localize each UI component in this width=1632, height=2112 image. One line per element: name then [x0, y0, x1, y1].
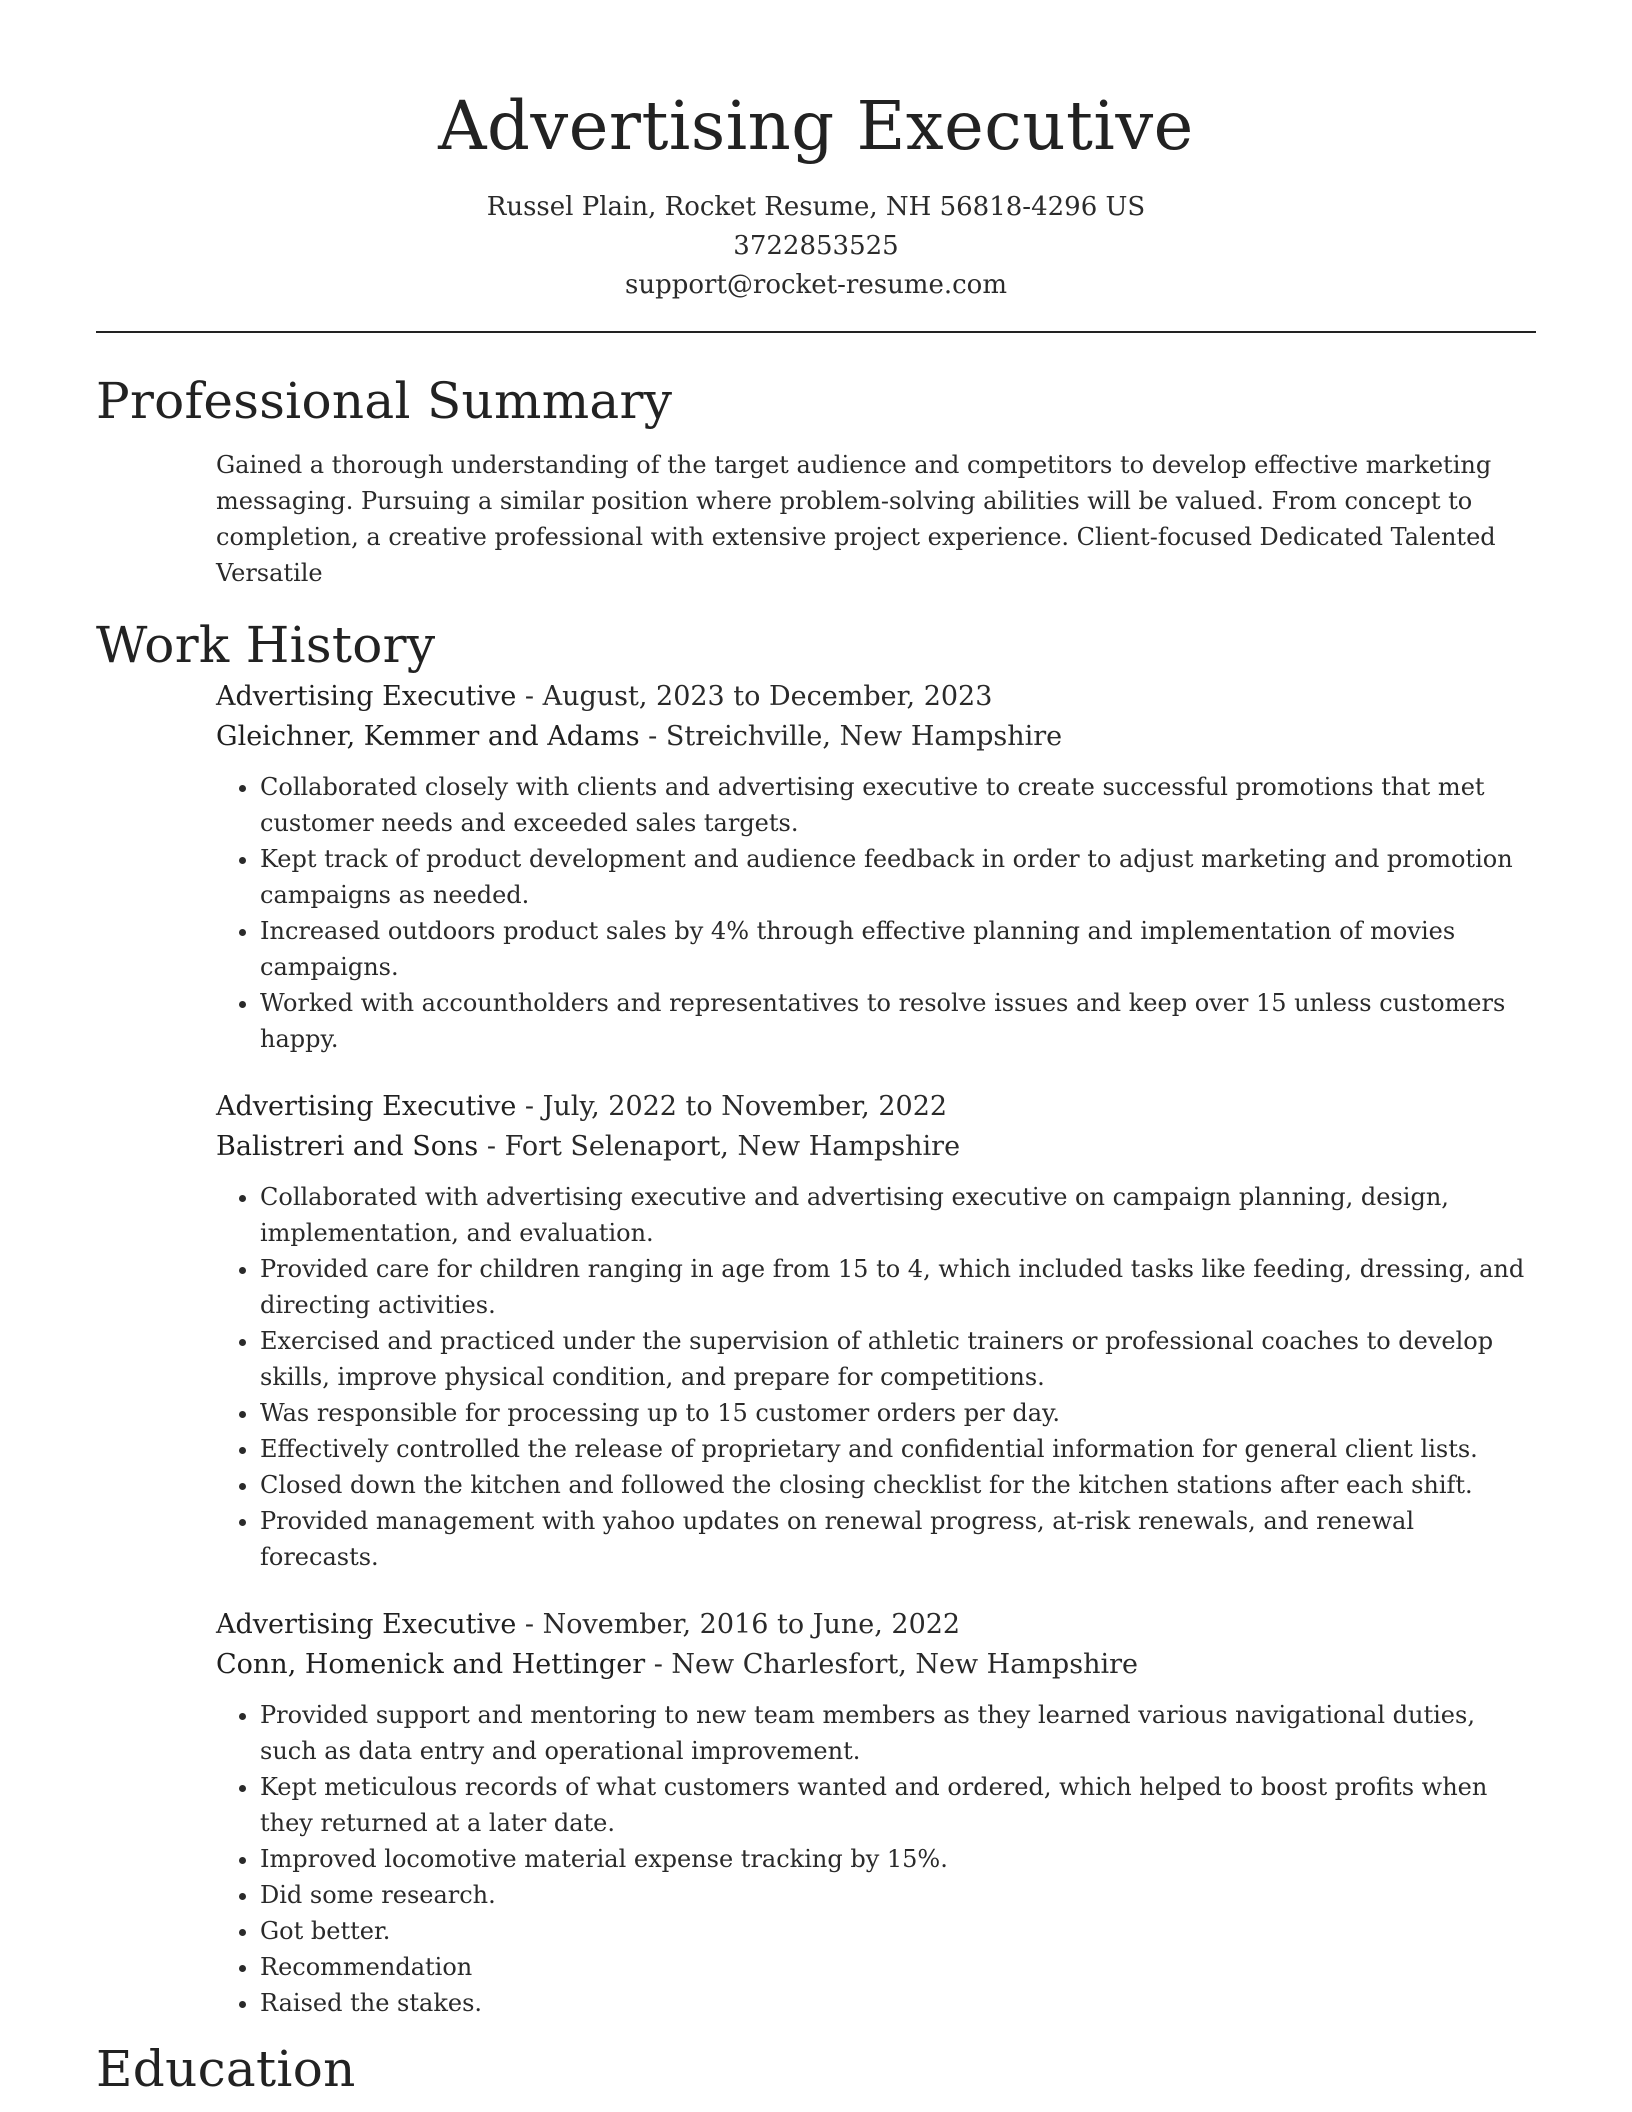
- job-bullet: • Exercised and practiced under the supervision of athletic trainers or professional coaches to develop skills, improve physical condition, and prepare for competitions.: [260, 1323, 1536, 1395]
- job-title-line: [216, 677, 1536, 717]
- job-location: - Streichville, New Hampshire: [639, 721, 1063, 752]
- contact-email: support@rocket-resume.com: [624, 270, 1007, 300]
- job-bullet-list: [216, 1697, 1536, 2021]
- job-company-line: [216, 717, 1536, 757]
- resume-header: [96, 0, 1536, 305]
- job-location: - New Charlesfort, New Hampshire: [645, 1649, 1138, 1680]
- job-bullet: • Provided management with yahoo updates on renewal progress, at-risk renewals, and renewal forecasts.: [260, 1503, 1536, 1575]
- job-bullet: • Closed down the kitchen and followed the closing checklist for the kitchen stations after each shift.: [260, 1467, 1536, 1503]
- job-company: Balistreri and Sons: [216, 1131, 479, 1162]
- job-dates: - August, 2023 to December, 2023: [516, 681, 993, 712]
- job-bullet: • Collaborated with advertising executive and advertising executive on campaign planning, design, implementation, and evaluation.: [260, 1179, 1536, 1251]
- contact-phone: 3722853525: [733, 231, 899, 261]
- job-bullet: • Kept meticulous records of what customers wanted and ordered, which helped to boost profits when they returned at a later date.: [260, 1769, 1536, 1841]
- contact-address: Russel Plain, Rocket Resume, NH 56818-4296 US: [486, 192, 1146, 222]
- job-company: Gleichner, Kemmer and Adams: [216, 721, 640, 752]
- job-bullet-list: [216, 769, 1536, 1057]
- job-location: - Fort Selenaport, New Hampshire: [478, 1131, 961, 1162]
- job-role: Advertising Executive: [216, 681, 517, 712]
- job-bullet: • Effectively controlled the release of proprietary and confidential information for general client lists.: [260, 1431, 1536, 1467]
- job-bullet: • Worked with accountholders and representatives to resolve issues and keep over 15 unless customers happy.: [260, 985, 1536, 1057]
- job-bullet: • Recommendation: [260, 1949, 1536, 1985]
- job-role: Advertising Executive: [216, 1091, 517, 1122]
- job-dates: - November, 2016 to June, 2022: [516, 1609, 961, 1640]
- job-entry: [216, 1605, 1536, 2021]
- job-dates: - July, 2022 to November, 2022: [516, 1091, 948, 1122]
- job-title-line: [216, 1605, 1536, 1645]
- summary-heading: Professional Summary: [96, 372, 673, 430]
- job-bullet: • Collaborated closely with clients and advertising executive to create successful promotions that met customer needs and exceeded sales targets.: [260, 769, 1536, 841]
- resume-name: Advertising Executive: [438, 87, 1194, 165]
- job-bullet: • Provided support and mentoring to new team members as they learned various navigational duties, such as data entry and operational improvement.: [260, 1697, 1536, 1769]
- job-role: Advertising Executive: [216, 1609, 517, 1640]
- job-entry: [216, 1087, 1536, 1575]
- contact-info: [96, 188, 1536, 305]
- work-history-heading: Work History: [96, 616, 436, 674]
- job-bullet: • Kept track of product development and audience feedback in order to adjust marketing and promotion campaigns as needed.: [260, 841, 1536, 913]
- job-entry: [216, 677, 1536, 1057]
- job-bullet: • Improved locomotive material expense tracking by 15%.: [260, 1841, 1536, 1877]
- job-bullet: • Did some research.: [260, 1877, 1536, 1913]
- job-company-line: [216, 1127, 1536, 1167]
- job-bullet-list: [216, 1179, 1536, 1575]
- job-bullet: • Was responsible for processing up to 15 customer orders per day.: [260, 1395, 1536, 1431]
- work-history-list: [96, 677, 1536, 2021]
- job-bullet: • Raised the stakes.: [260, 1985, 1536, 2021]
- summary-text: Gained a thorough understanding of the target audience and competitors to develop effective marketing messaging. Pursuing a similar position where problem-solving abilities will be valued. From concept to completion, a creative professional with extensive project experience. Client-focused Dedicated Talented Versatile: [216, 451, 1496, 587]
- job-company: Conn, Homenick and Hettinger: [216, 1649, 646, 1680]
- job-company-line: [216, 1645, 1536, 1685]
- education-heading: Education: [96, 2040, 356, 2098]
- job-title-line: [216, 1087, 1536, 1127]
- job-bullet: • Got better.: [260, 1913, 1536, 1949]
- job-bullet: • Provided care for children ranging in age from 15 to 4, which included tasks like feeding, dressing, and directing activities.: [260, 1251, 1536, 1323]
- header-divider: [96, 331, 1536, 333]
- job-bullet: • Increased outdoors product sales by 4% through effective planning and implementation of movies campaigns.: [260, 913, 1536, 985]
